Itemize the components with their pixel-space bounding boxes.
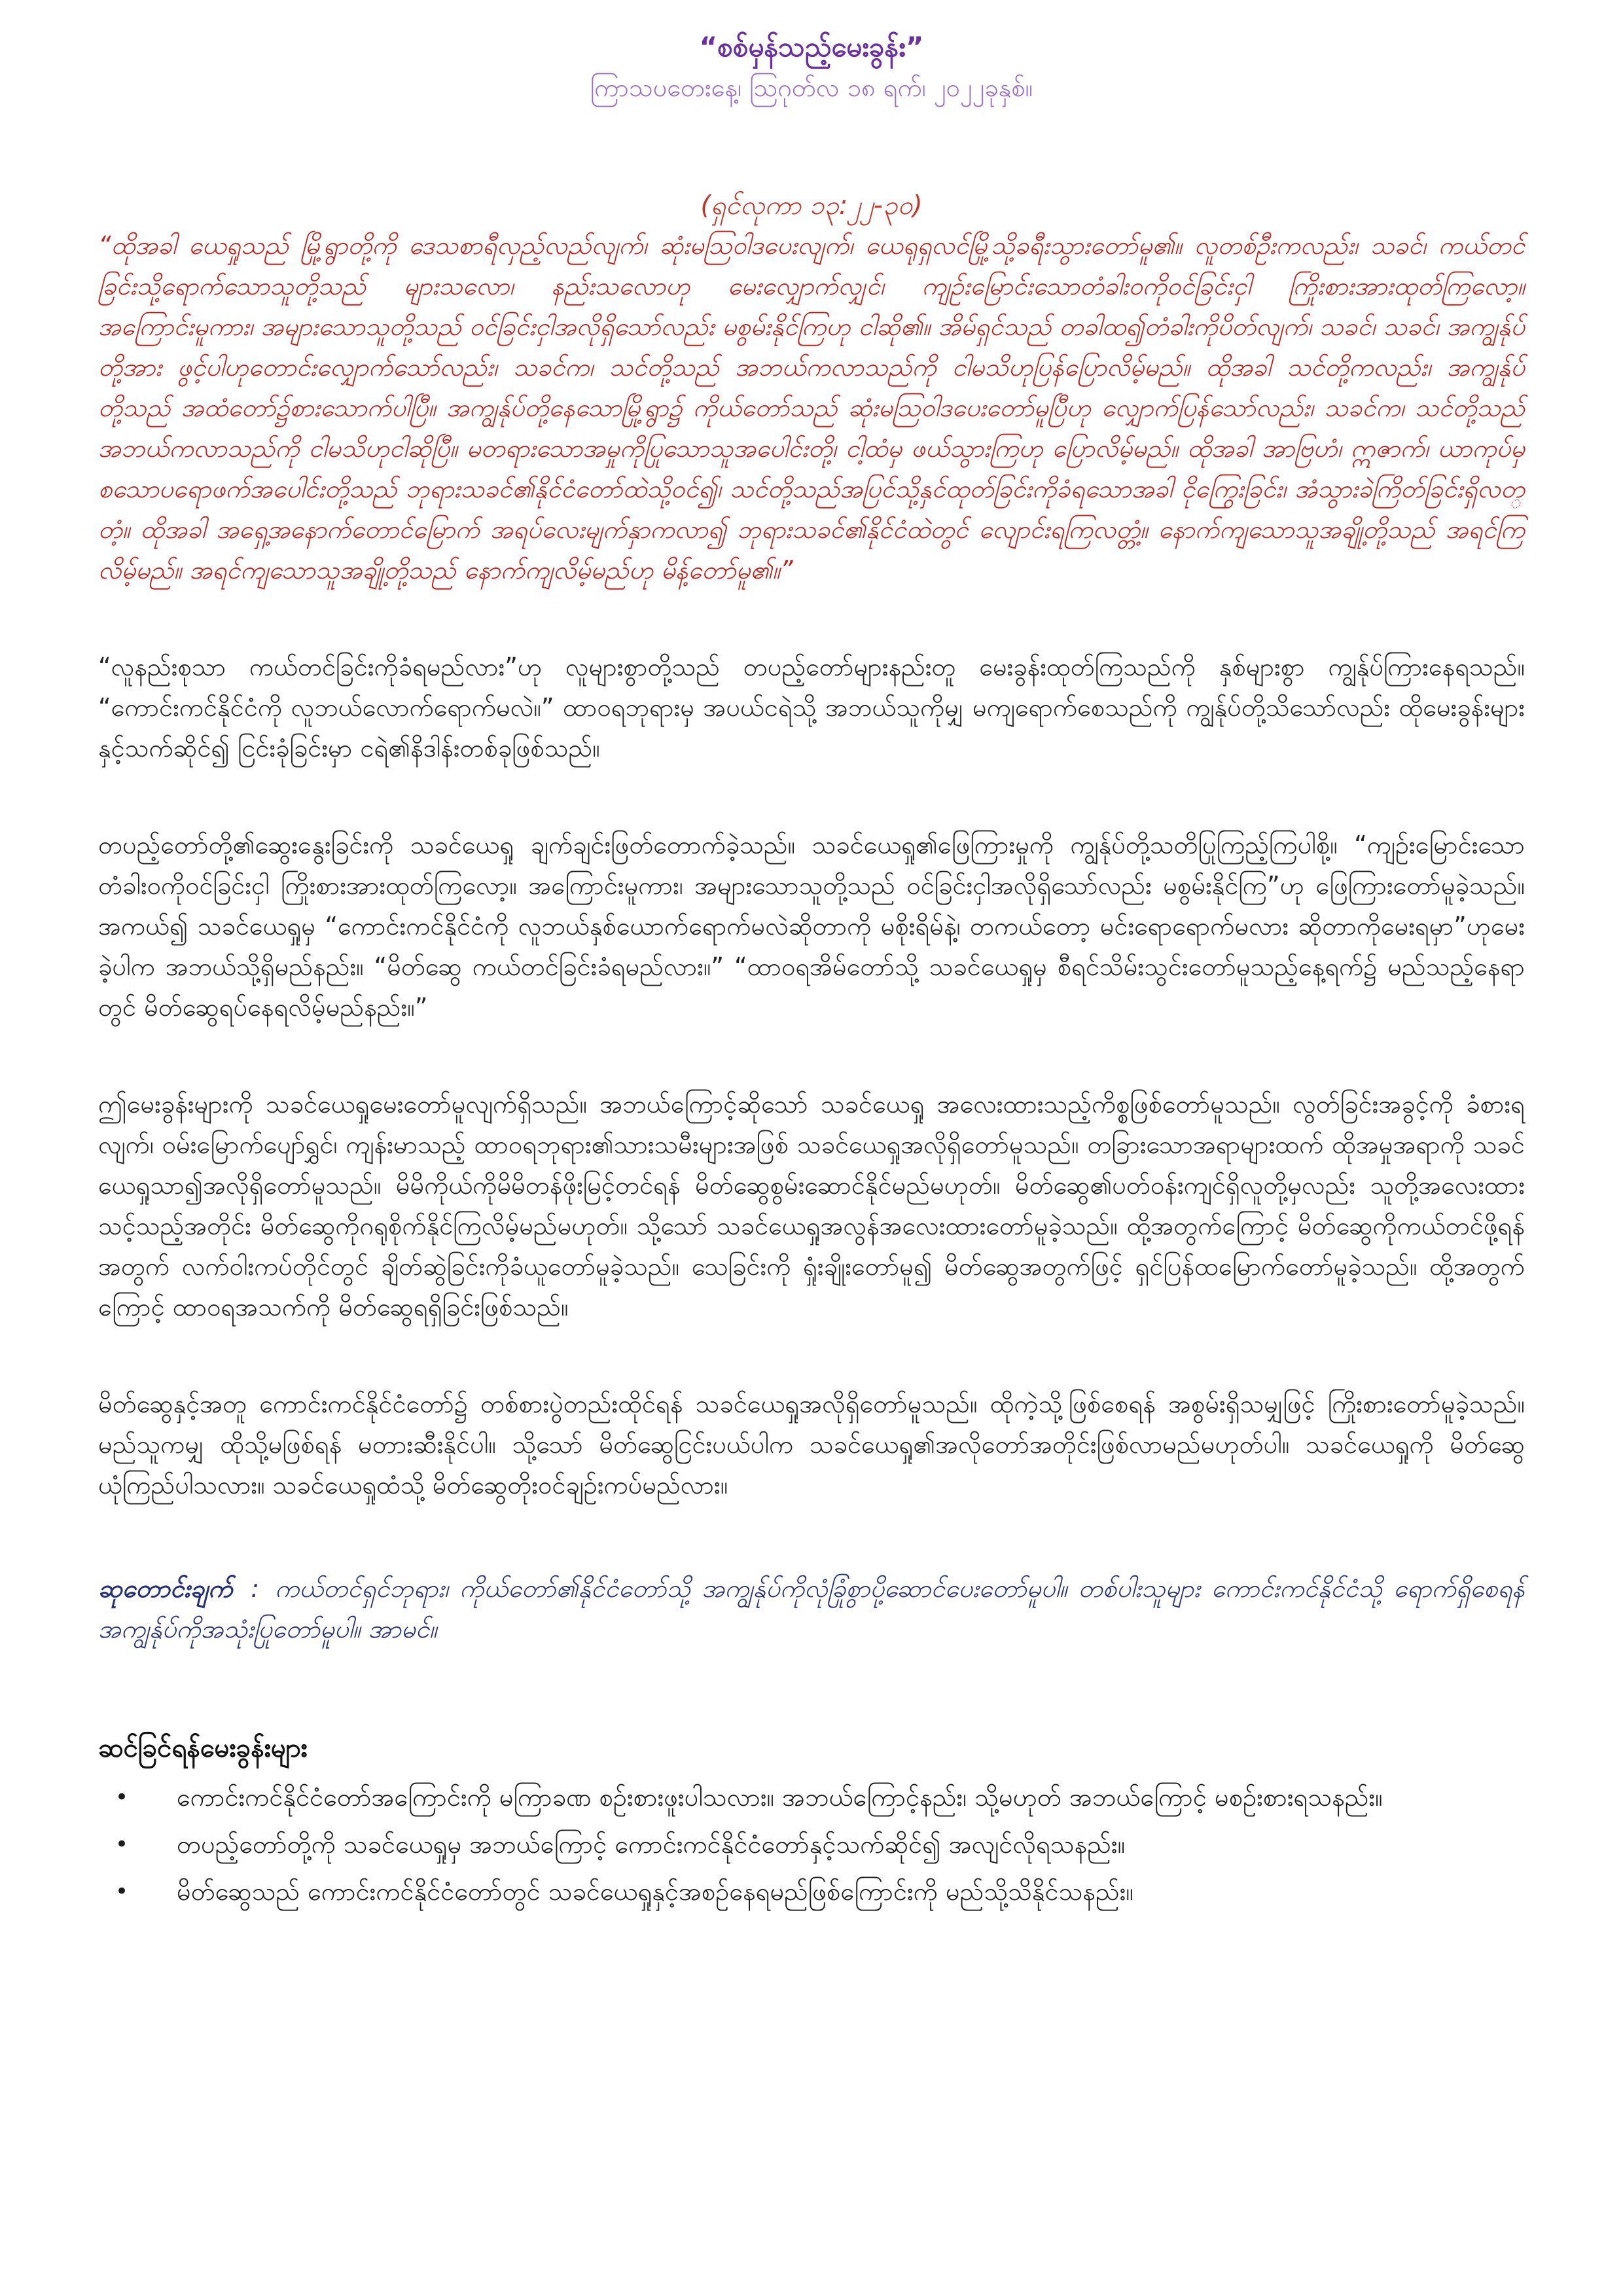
body-paragraph: မိတ်ဆွေနှင့်အတူ ကောင်းကင်နိုင်ငံတော်၌ တစ်စားပွဲတည်းထိုင်ရန် သခင်ယေရှုအလိုရှိတော်မူသည်။ ထိုကဲ့သို့ဖြစ်စေရန် အစွမ်းရှိသမျှဖြင့် ကြိုးစားတော်မူခဲ့သည်။ မည်သူကမျှ ထိုသို့မဖြစ်ရန် မတားဆီးနိုင်ပါ။ သို့သော် မိတ်ဆွေငြင်းပယ်ပါက သခင်ယေရှု၏အလိုတော်အတိုင်းဖြစ်လာမည်မဟုတ်ပါ။ သခင်ယေရှုကို မိတ်ဆွေယုံကြည်ပါသလား။ သခင်ယေရှုထံသို့ မိတ်ဆွေတိုးဝင်ချဉ်းကပ်မည်လား။: [98, 1390, 1525, 1499]
questions-heading: ဆင်ခြင်ရန်မေးခွန်းများ: [98, 1733, 308, 1763]
questions-list: [98, 1774, 1525, 1915]
question-text: တပည့်တော်တို့ကို သခင်ယေရှုမှ အဘယ်ကြောင့် ကောင်းကင်နိုင်ငံတော်နှင့်သက်ဆိုင်၍ အလျင်လိုရသနည်း။: [177, 1830, 1126, 1859]
scripture-text: “ထိုအခါ ယေရှုသည် မြို့ရွာတို့ကို ဒေသစာရီလှည့်လည်လျက်၊ ဆုံးမဩဝါဒပေးလျက်၊ ယေရုရှလင်မြို့သို့ခရီးသွားတော်မူ၏။ လူတစ်ဦးကလည်း၊ သခင်၊ ကယ်တင်ခြင်းသို့ရောက်သောသူတို့သည် များသလော၊ နည်းသလောဟု မေးလျှောက်လျှင်၊ ကျဉ်းမြောင်းသောတံခါးဝကိုဝင်ခြင်းငှါ ကြိုးစားအားထုတ်ကြလော့။ အကြောင်းမူကား၊ အများသောသူတို့သည် ဝင်ခြင်းငှါအလိုရှိသော်လည်း မစွမ်းနိုင်ကြဟု ငါဆို၏။ အိမ်ရှင်သည် တခါထ၍တံခါးကိုပိတ်လျက်၊ သခင်၊ သခင်၊ အကျွန်ုပ်တို့အား ဖွင့်ပါဟုတောင်းလျှောက်သော်လည်း၊ သခင်က၊ သင်တို့သည် အဘယ်ကလာသည်ကို ငါမသိဟုပြန်ပြောလိမ့်မည်။ ထိုအခါ သင်တို့ကလည်း၊ အကျွန်ုပ်တို့သည် အထံတော်၌စားသောက်ပါပြီ။ အကျွန်ုပ်တို့နေသောမြို့ရွာ၌ ကိုယ်တော်သည် ဆုံးမဩဝါဒပေးတော်မူပြီဟု လျှောက်ပြန်သော်လည်း၊ သခင်က၊ သင်တို့သည် အဘယ်ကလာသည်ကို ငါမသိဟုငါဆိုပြီ။ မတရားသောအမှုကိုပြုသောသူအပေါင်းတို့၊ ငါ့ထံမှ ဖယ်သွားကြဟု ပြောလိမ့်မည်။ ထိုအခါ အာဗြဟံ၊ ဣဇာက်၊ ယာကုပ်မှစသောပရောဖက်အပေါင်းတို့သည် ဘုရားသခင်၏နိုင်ငံတော်ထဲသို့ဝင်၍၊ သင်တို့သည်အပြင်သို့နှင်ထုတ်ခြင်းကိုခံရသောအခါ ငိုကြွေးခြင်း၊ အံသွားခဲကြိတ်ခြင်းရှိလတ္တံ့။ ထိုအခါ အရှေ့အနောက်တောင်မြောက် အရပ်လေးမျက်နှာကလာ၍ ဘုရားသခင်၏နိုင်ငံထဲတွင် လျောင်းရကြလတ္တံ့။ နောက်ကျသောသူအချို့တို့သည် အရင်ကြလိမ့်မည်။ အရင်ကျသောသူအချို့တို့သည် နောက်ကျလိမ့်မည်ဟု မိန့်တော်မူ၏။”: [98, 231, 1525, 584]
page-title: “စစ်မှန်သည့်မေးခွန်း”: [699, 31, 924, 63]
list-item: [115, 1821, 1525, 1868]
bullet-icon: •: [115, 1784, 129, 1810]
list-item: [115, 1774, 1525, 1821]
body-paragraph: “လူနည်းစုသာ ကယ်တင်ခြင်းကိုခံရမည်လား”ဟု လူများစွာတို့သည် တပည့်တော်များနည်းတူ မေးခွန်းထုတ်ကြသည်ကို နှစ်များစွာ ကျွန်ုပ်ကြားနေရသည်။ “ကောင်းကင်နိုင်ငံကို လူဘယ်လောက်ရောက်မလဲ။” ထာဝရဘုရားမှ အပယ်ငရဲသို့ အဘယ်သူကိုမျှ မကျရောက်စေသည်ကို ကျွန်ုပ်တို့သိသော်လည်း ထိုမေးခွန်းများနှင့်သက်ဆိုင်၍ ငြင်းခုံခြင်းမှာ ငရဲ၏နိဒါန်းတစ်ခုဖြစ်သည်။: [98, 653, 1525, 762]
prayer-separator: :: [251, 1574, 260, 1603]
body-paragraph: ဤမေးခွန်းများကို သခင်ယေရှုမေးတော်မူလျက်ရှိသည်။ အဘယ်ကြောင့်ဆိုသော် သခင်ယေရှု အလေးထားသည့်ကိစ္စဖြစ်တော်မူသည်။ လွတ်ခြင်းအခွင့်ကို ခံစားရလျက်၊ ဝမ်းမြောက်ပျော်ရွှင်၊ ကျန်းမာသည့် ထာဝရဘုရား၏သားသမီးများအဖြစ် သခင်ယေရှုအလိုရှိတော်မူသည်။ တခြားသောအရာများထက် ထိုအမှုအရာကို သခင်ယေရှုသာ၍အလိုရှိတော်မူသည်။ မိမိကိုယ်ကိုမိမိတန်ဖိုးမြင့်တင်ရန် မိတ်ဆွေစွမ်းဆောင်နိုင်မည်မဟုတ်။ မိတ်ဆွေ၏ပတ်ဝန်းကျင်ရှိလူတို့မှလည်း သူတို့အလေးထားသင့်သည့်အတိုင်း မိတ်ဆွေကိုဂရုစိုက်နိုင်ကြလိမ့်မည်မဟုတ်။ သို့သော် သခင်ယေရှုအလွန်အလေးထားတော်မူခဲ့သည်။ ထို့အတွက်ကြောင့် မိတ်ဆွေကိုကယ်တင်ဖို့ရန်အတွက် လက်ဝါးကပ်တိုင်တွင် ချိတ်ဆွဲခြင်းကိုခံယူတော်မူခဲ့သည်။ သေခြင်းကို ရှုံးချိုးတော်မူ၍ မိတ်ဆွေအတွက်ဖြင့် ရှင်ပြန်ထမြောက်တော်မူခဲ့သည်။ ထို့အတွက်ကြောင့် ထာဝရအသက်ကို မိတ်ဆွေရရှိခြင်းဖြစ်သည်။: [98, 1090, 1525, 1321]
bullet-icon: •: [115, 1831, 129, 1857]
prayer-text: ကယ်တင်ရှင်ဘုရား၊ ကိုယ်တော်၏နိုင်ငံတော်သို့ အကျွန်ုပ်ကိုလုံခြုံစွာပို့ဆောင်ပေးတော်မူပါ။ တစ်ပါးသူများ ကောင်းကင်နိုင်ငံသို့ ရောက်ရှိစေရန် အကျွန်ုပ်ကိုအသုံးပြုတော်မူပါ။ အာမင်။: [98, 1574, 1525, 1643]
scripture-reference: (ရှင်လုကာ ၁၃:၂၂-၃၀): [700, 190, 923, 221]
prayer-heading: ဆုတောင်းချက်: [98, 1574, 233, 1603]
question-text: ကောင်းကင်နိုင်ငံတော်အကြောင်းကို မကြာခဏ စဉ်းစားဖူးပါသလား။ အဘယ်ကြောင့်နည်း၊ သို့မဟုတ် အဘယ်ကြောင့် မစဉ်းစားရသနည်း။: [177, 1783, 1383, 1812]
prayer-section: [98, 1568, 1525, 1649]
bullet-icon: •: [115, 1878, 129, 1905]
list-item: [115, 1868, 1525, 1915]
page-date: ကြာသပတေးနေ့၊ ဩဂုတ်လ ၁၈ ရက်၊ ၂၀၂၂ခုနှစ်။: [590, 73, 1033, 102]
body-paragraph: တပည့်တော်တို့၏ဆွေးနွေးခြင်းကို သခင်ယေရှု ချက်ချင်းဖြတ်တောက်ခဲ့သည်။ သခင်ယေရှု၏ဖြေကြားမှုကို ကျွန်ုပ်တို့သတိပြုကြည့်ကြပါစို့။ “ကျဉ်းမြောင်းသောတံခါးဝကိုဝင်ခြင်းငှါ ကြိုးစားအားထုတ်ကြလော့။ အကြောင်းမူကား၊ အများသောသူတို့သည် ဝင်ခြင်းငှါအလိုရှိသော်လည်း မစွမ်းနိုင်ကြ”ဟု ဖြေကြားတော်မူခဲ့သည်။ အကယ်၍ သခင်ယေရှုမှ “ကောင်းကင်နိုင်ငံကို လူဘယ်နှစ်ယောက်ရောက်မလဲဆိုတာကို မစိုးရိမ်နဲ့၊ တကယ်တော့ မင်းရောရောက်မလား ဆိုတာကိုမေးရမှာ”ဟုမေးခဲ့ပါက အဘယ်သို့ရှိမည်နည်း။ “မိတ်ဆွေ ကယ်တင်ခြင်းခံရမည်လား။” “ထာဝရအိမ်တော်သို့ သခင်ယေရှုမှ စီရင်သိမ်းသွင်းတော်မူသည့်နေ့ရက်၌ မည်သည့်နေရာတွင် မိတ်ဆွေရပ်နေရလိမ့်မည်နည်း။”: [98, 831, 1525, 1022]
question-text: မိတ်ဆွေသည် ကောင်းကင်နိုင်ငံတော်တွင် သခင်ယေရှုနှင့်အစဉ်နေရမည်ဖြစ်ကြောင်းကို မည်သို့သိနိုင်သနည်း။: [177, 1877, 1133, 1906]
devotional-page: [98, 26, 1525, 1915]
